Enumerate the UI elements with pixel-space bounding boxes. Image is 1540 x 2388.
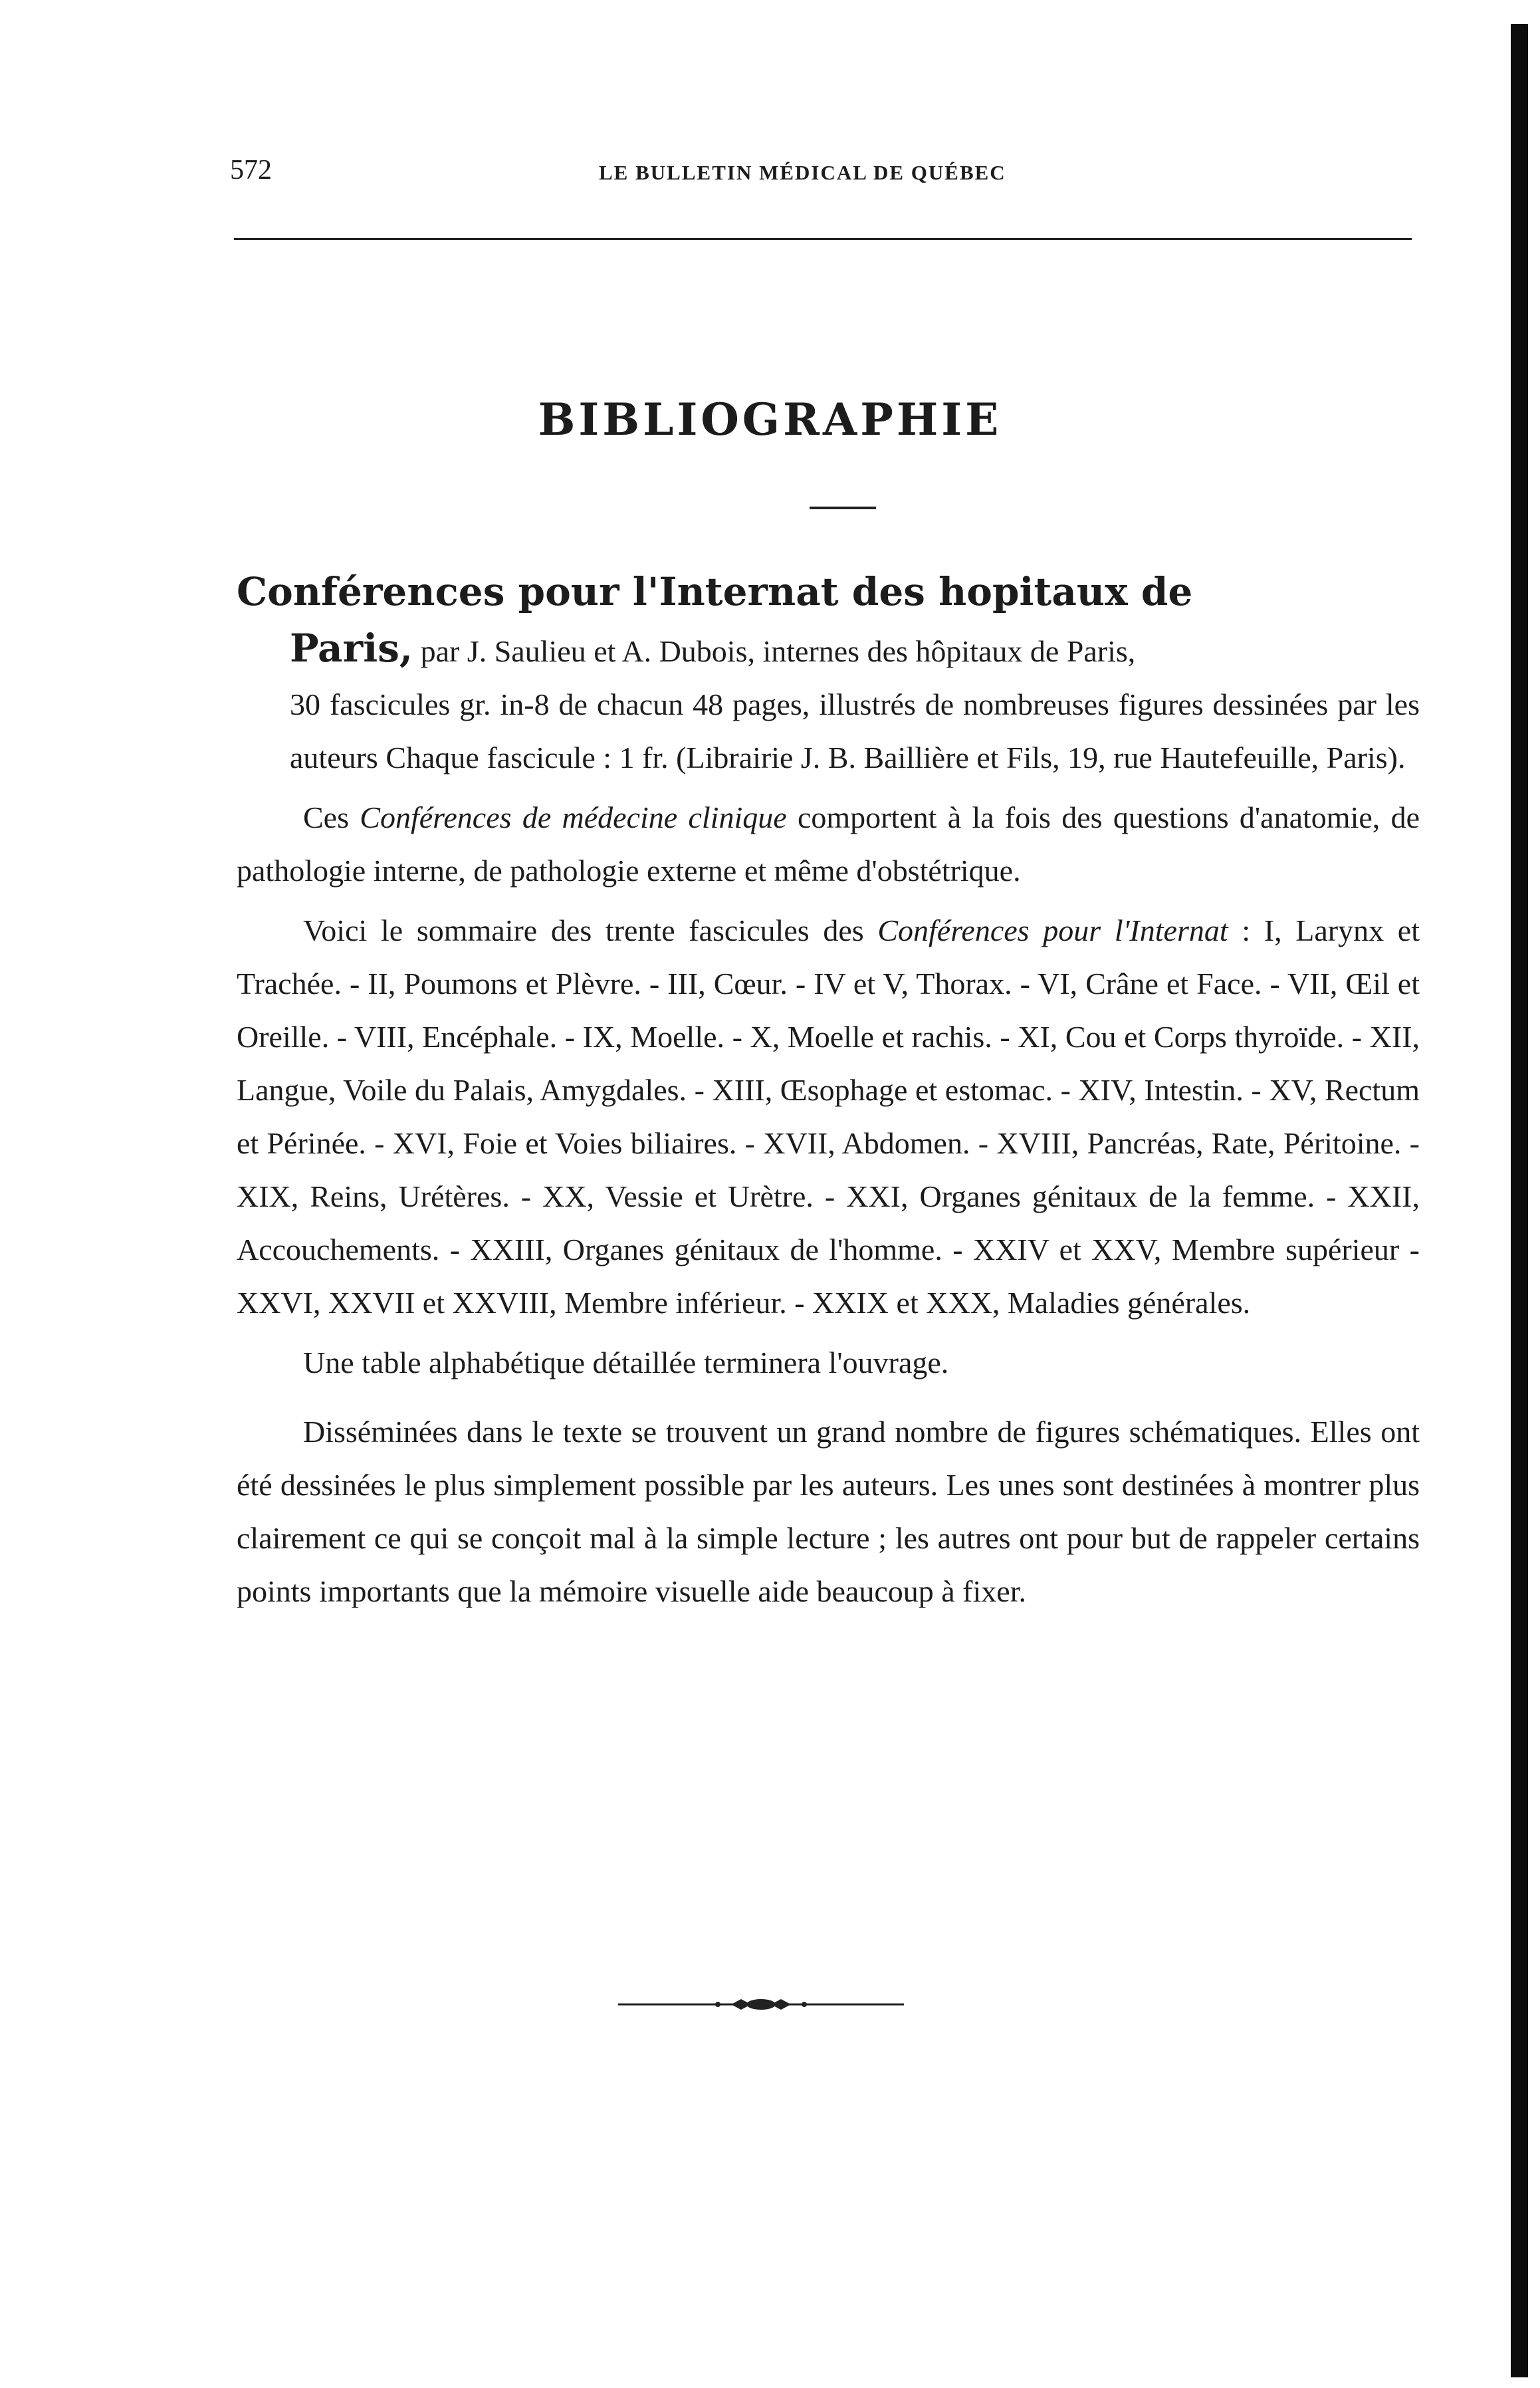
p1-italic: Conférences de médecine clinique <box>360 800 787 834</box>
entry-citation-line2: par J. Saulieu et A. Dubois, internes des hôpitaux de Paris, <box>413 634 1136 668</box>
running-head: LE BULLETIN MÉDICAL DE QUÉBEC <box>599 161 1006 184</box>
section-title: BIBLIOGRAPHIE <box>538 394 1002 445</box>
entry-citation: 30 fascicules gr. in-8 de chacun 48 pages, illustrés de nombreuses figures dessinées par les auteurs Chaque fascicule : 1 fr. (Librairie J. B. Baillière et Fils, 19, rue Hautefeuille, Paris). <box>290 687 1420 775</box>
paragraph-3: Une table alphabétique détaillée terminera l'ouvrage. <box>303 1346 949 1379</box>
header-rule <box>234 238 1412 240</box>
page-number: 572 <box>230 155 272 185</box>
paragraph-2 <box>237 904 1420 1330</box>
bibliography-entry <box>237 565 1420 622</box>
title-dash <box>810 507 876 509</box>
p1-text-b: comportent à la fois des questions d'anatomie, de pathologie interne, de pathologie externe et même d'obstétrique. <box>237 800 1420 888</box>
page-header <box>230 154 1107 194</box>
scan-edge <box>1511 24 1528 2377</box>
article-body <box>237 565 1420 1618</box>
p2-text-b: : I, Larynx et Trachée. - II, Poumons et Plèvre. - III, Cœur. - IV et V, Thorax. - VI, Crâne et Face. - VII, Œil et Oreille. - VIII, Encéphale. - IX, Moelle. - X, Moelle et rachis. - XI, Cou et Corps thyroïde. - XII, Langue, Voile du Palais, Amygdales. - XIII, Œsophage et estomac. - XIV, Intestin. - XV, Rectum et Périnée. - XVI, Foie et Voies biliaires. - XVII, Abdomen. - XVIII, Pancréas, Rate, Péritoine. - XIX, Reins, Urétères. - XX, Vessie et Urètre. - XXI, Organes génitaux de la femme. - XXII, Accouchements. - XXIII, Organes génitaux de l'homme. - XXIV et XXV, Membre supérieur - XXVI, XXVII et XXVIII, Membre inférieur. - XXIX et XXX, Maladies générales. <box>237 913 1420 1320</box>
paragraph-4: Disséminées dans le texte se trouvent un grand nombre de figures schématiques. Elles ont été dessinées le plus simplement possible par les auteurs. Les unes sont destinées à montrer plus clairement ce qui se conçoit mal à la simple lecture ; les autres ont pour but de rappeler certains points importants que la mémoire visuelle aide beaucoup à fixer. <box>237 1415 1420 1608</box>
p2-text-a: Voici le sommaire des trente fascicules des <box>303 913 878 947</box>
end-ornament <box>618 1994 904 2014</box>
p1-text-a: Ces <box>303 800 360 834</box>
entry-title-line1: Conférences pour l'Internat des hopitaux de <box>237 569 1193 614</box>
paragraph-1 <box>237 791 1420 897</box>
p2-italic: Conférences pour l'Internat <box>877 913 1228 947</box>
bibliography-entry-cont <box>237 622 1420 678</box>
entry-title-line2: Paris, <box>290 626 413 671</box>
